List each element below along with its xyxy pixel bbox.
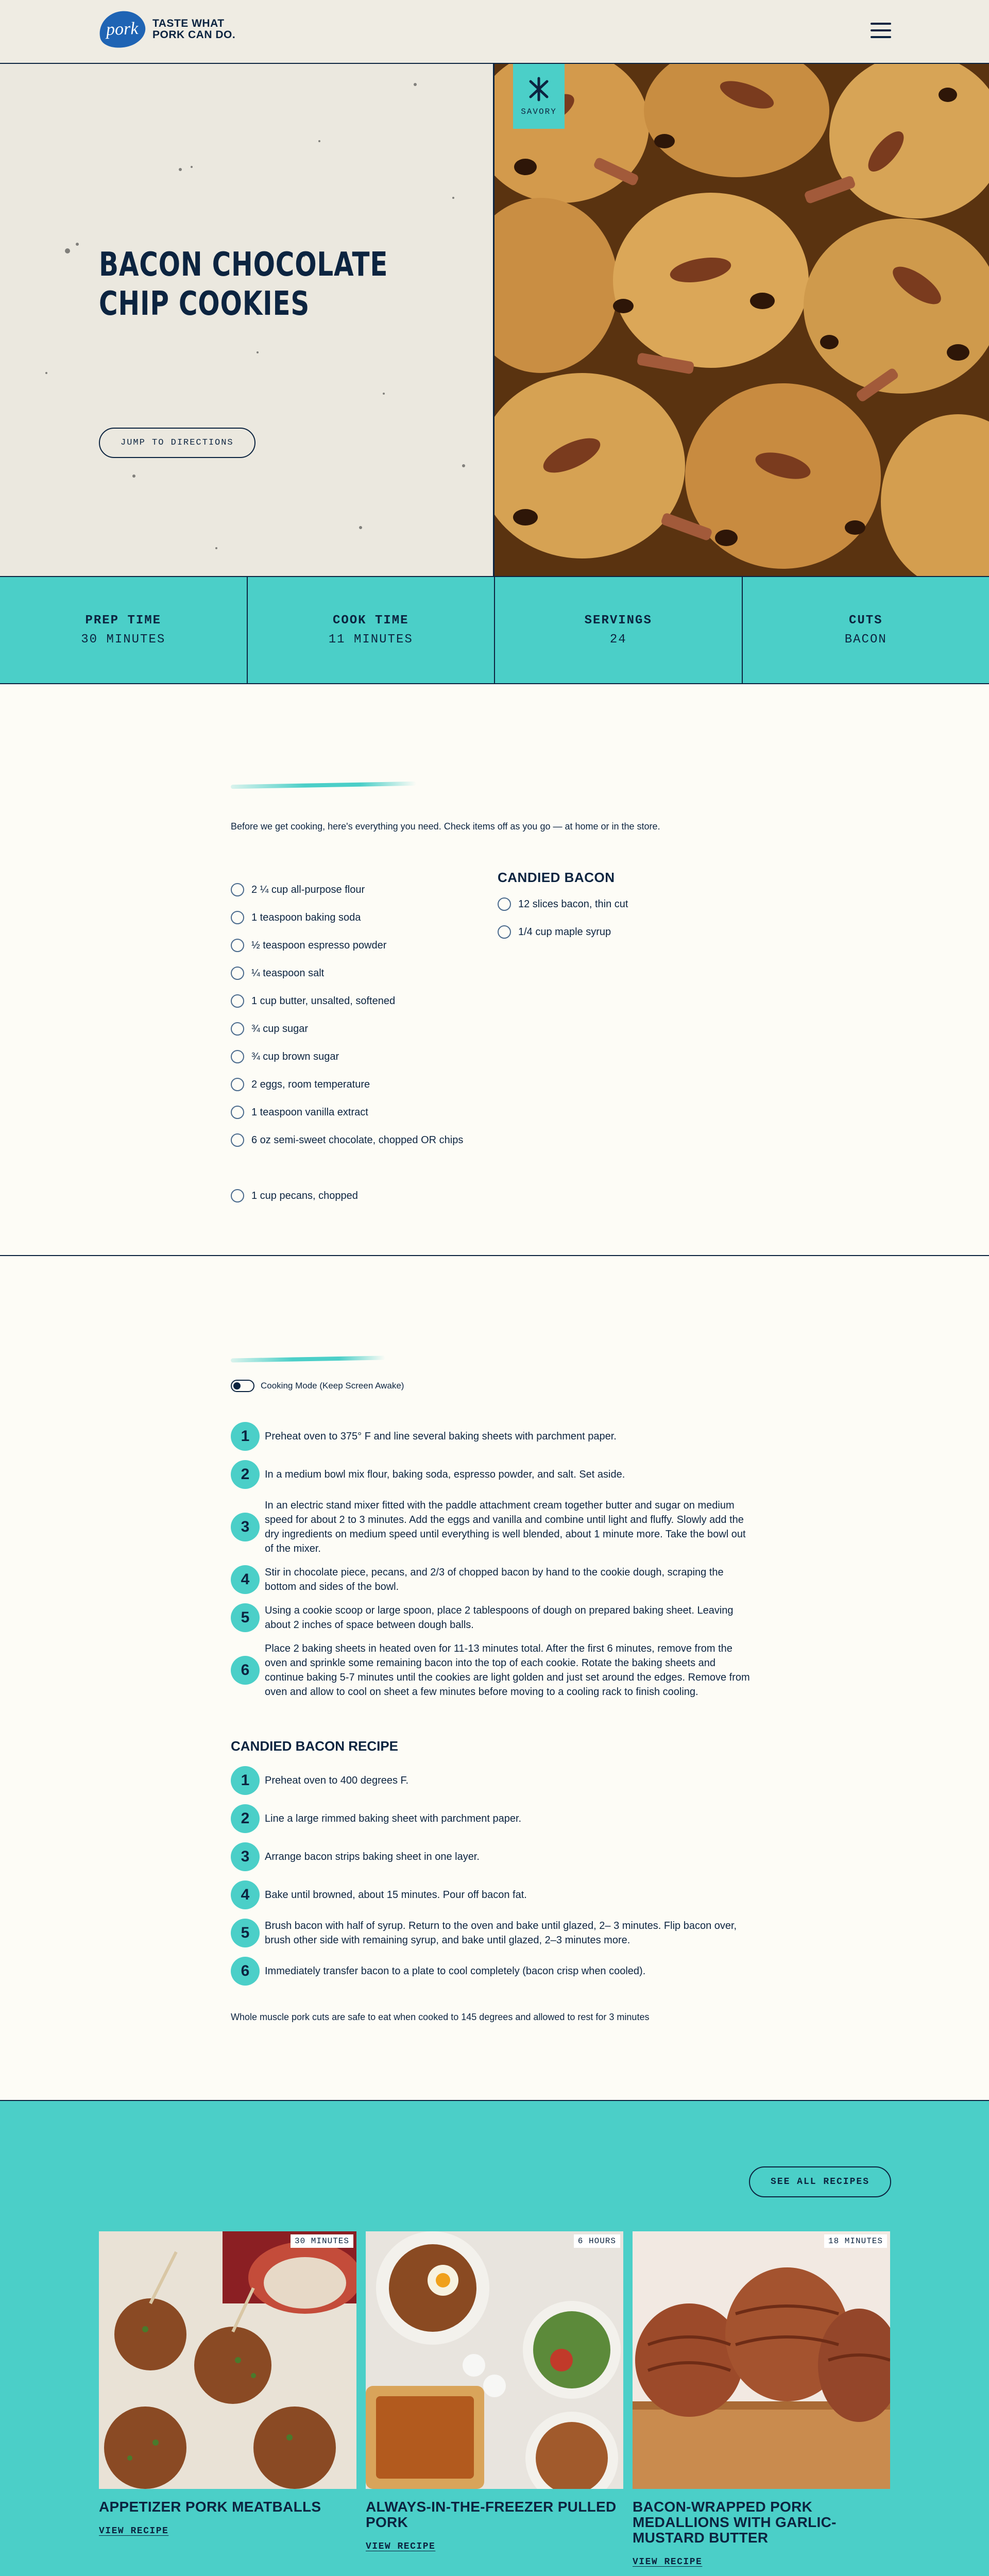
recipe-card[interactable] [633,2231,890,2567]
ingredient-item[interactable]: 1 cup pecans, chopped [231,1182,358,1210]
pork-logo-mark: pork [96,7,149,52]
ingredient-item[interactable]: 1 cup butter, unsalted, softened [231,987,463,1015]
recipe-time-tag: 30 MINUTES [291,2234,353,2248]
ingredient-checkbox[interactable] [231,883,244,896]
ingredient-item[interactable]: 2 eggs, room temperature [231,1071,463,1098]
recipe-card[interactable] [99,2231,356,2536]
recipe-time-tag: 6 HOURS [574,2234,620,2248]
cooking-mode-label: Cooking Mode (Keep Screen Awake) [261,1381,404,1391]
direction-step: 1 Preheat oven to 400 degrees F. [231,1766,751,1795]
direction-step: 2 In a medium bowl mix flour, baking soda, espresso powder, and salt. Set aside. [231,1460,751,1489]
ingredient-item[interactable]: 2 ¼ cup all-purpose flour [231,876,463,904]
pork-medallions-photo [633,2231,890,2489]
view-recipe-link[interactable]: VIEW RECIPE [366,2541,436,2552]
recipe-time-tag: 18 MINUTES [824,2234,887,2248]
ingredient-item[interactable]: ¼ teaspoon salt [231,959,463,987]
ingredient-item[interactable]: 1 teaspoon vanilla extract [231,1098,463,1126]
ingredient-checkbox[interactable] [231,1050,244,1063]
cookies-photo [494,64,989,576]
ingredients-section [0,684,989,1256]
ingredient-checkbox[interactable] [498,897,511,911]
recipe-card-title[interactable]: APPETIZER PORK MEATBALLS [99,2499,321,2515]
ingredient-checkbox[interactable] [231,1106,244,1119]
direction-step: 6 Immediately transfer bacon to a plate to cool completely (bacon crisp when cooled). [231,1957,751,1986]
direction-step: 6 Place 2 baking sheets in heated oven for 11-13 minutes total. After the first 6 minutes, remove from the oven and sprinkle some remaining bacon into the top of each cookie. Rotate the baking sheets and continue baking 5-7 minutes until the cookies are light golden and just set around the edges. Remove from oven and allow to cool on sheet a few minutes before moving to a cooling rack to finish cooling. [231,1641,751,1699]
ingredients-intro: Before we get cooking, here's everything you need. Check items off as you go — at home or in the store. [231,821,660,832]
ingredient-item[interactable]: 1/4 cup maple syrup [498,918,628,946]
cooking-mode-toggle[interactable] [231,1380,404,1392]
category-badge[interactable] [513,64,565,129]
stat-prep-time [0,577,248,683]
related-recipes [0,2101,989,2576]
hero-image [494,64,989,576]
see-all-recipes-button[interactable]: SEE ALL RECIPES [749,2166,891,2197]
recipe-title: BACON CHOCOLATE CHIP COOKIES [99,246,388,323]
stat-value: 30 MINUTES [81,633,166,647]
view-recipe-link[interactable]: VIEW RECIPE [633,2557,703,2567]
ingredient-list-candied [498,890,628,946]
food-safety-note: Whole muscle pork cuts are safe to eat when cooked to 145 degrees and allowed to rest for 3 minutes [231,2012,650,2022]
recipe-hero [0,64,989,577]
ingredient-checkbox[interactable] [231,1078,244,1091]
ingredient-checkbox[interactable] [231,911,244,924]
stat-servings [495,577,743,683]
recipe-card-title[interactable]: BACON-WRAPPED PORK MEDALLIONS WITH GARLIC-MUSTARD BUTTER [633,2499,837,2546]
stat-label: SERVINGS [584,614,652,628]
badge-label: SAVORY [521,107,557,116]
stat-cook-time [248,577,496,683]
candied-bacon-steps [231,1766,751,1995]
ingredient-list-extra [231,1182,358,1210]
directions-section [0,1256,989,2101]
ingredient-checkbox[interactable] [231,994,244,1008]
direction-step: 2 Line a large rimmed baking sheet with parchment paper. [231,1804,751,1833]
recipe-card-image[interactable] [633,2231,890,2489]
stat-value: BACON [844,633,887,647]
recipe-card-image[interactable] [99,2231,356,2489]
ingredient-item[interactable]: ¾ cup sugar [231,1015,463,1043]
logo-tagline: TASTE WHAT PORK CAN DO. [152,18,236,41]
stat-cuts [743,577,989,683]
stat-value: 24 [609,633,627,647]
pulled-pork-photo [366,2231,623,2489]
ingredient-checkbox[interactable] [231,1133,244,1147]
ingredient-item[interactable]: 12 slices bacon, thin cut [498,890,628,918]
direction-step: 1 Preheat oven to 375° F and line several baking sheets with parchment paper. [231,1422,751,1451]
ingredient-checkbox[interactable] [231,967,244,980]
ingredient-checkbox[interactable] [231,1189,244,1202]
toggle-switch[interactable] [231,1380,254,1392]
ingredient-item[interactable]: ½ teaspoon espresso powder [231,931,463,959]
view-recipe-link[interactable]: VIEW RECIPE [99,2526,169,2536]
direction-steps [231,1422,751,1708]
decorative-brush-stroke [231,1355,385,1362]
direction-step: 4 Bake until browned, about 15 minutes. Pour off bacon fat. [231,1880,751,1909]
direction-step: 4 Stir in chocolate piece, pecans, and 2/3 of chopped bacon by hand to the cookie dough, scraping the bottom and sides of the bowl. [231,1565,751,1594]
stat-label: PREP TIME [85,614,162,628]
meatballs-photo [99,2231,356,2489]
ingredient-checkbox[interactable] [231,1022,244,1036]
direction-step: 3 Arrange bacon strips baking sheet in one layer. [231,1842,751,1871]
direction-step: 5 Using a cookie scoop or large spoon, place 2 tablespoons of dough on prepared baking sheet. Leaving about 2 inches of space between dough balls. [231,1603,751,1632]
ingredient-item[interactable]: 1 teaspoon baking soda [231,904,463,931]
ingredient-checkbox[interactable] [231,939,244,952]
recipe-stats [0,577,989,684]
direction-step: 5 Brush bacon with half of syrup. Return to the oven and bake until glazed, 2– 3 minutes. Flip bacon over, brush other side with remaining syrup, and bake until glazed, 2–3 minutes more. [231,1919,751,1947]
ingredient-item[interactable]: 6 oz semi-sweet chocolate, chopped OR chips [231,1126,463,1154]
recipe-card-image[interactable] [366,2231,623,2489]
savory-icon [527,76,550,102]
decorative-brush-stroke [231,782,416,789]
ingredient-item[interactable]: ¾ cup brown sugar [231,1043,463,1071]
ingredient-list-main [231,876,463,1154]
recipe-card-title[interactable]: ALWAYS-IN-THE-FREEZER PULLED PORK [366,2499,617,2530]
stat-value: 11 MINUTES [328,633,413,647]
candied-bacon-recipe-heading: CANDIED BACON RECIPE [231,1738,399,1754]
jump-to-directions-button[interactable]: JUMP TO DIRECTIONS [99,428,255,458]
candied-bacon-heading: CANDIED BACON [498,870,615,885]
site-logo[interactable] [99,11,235,47]
hamburger-menu-icon[interactable] [871,23,891,38]
hero-text-panel [0,64,494,576]
direction-step: 3 In an electric stand mixer fitted with the paddle attachment cream together butter and sugar on medium speed for about 2 to 3 minutes. Add the eggs and vanilla and combine until light and fluffy. Slowly add the dry ingredients on medium speed until everything is well blended, about 1 minute more. Take the bowl out of the mixer. [231,1498,751,1556]
recipe-card[interactable] [366,2231,623,2552]
stat-label: CUTS [848,614,883,628]
ingredient-checkbox[interactable] [498,925,511,939]
stat-label: COOK TIME [332,614,409,628]
site-header [0,0,989,64]
